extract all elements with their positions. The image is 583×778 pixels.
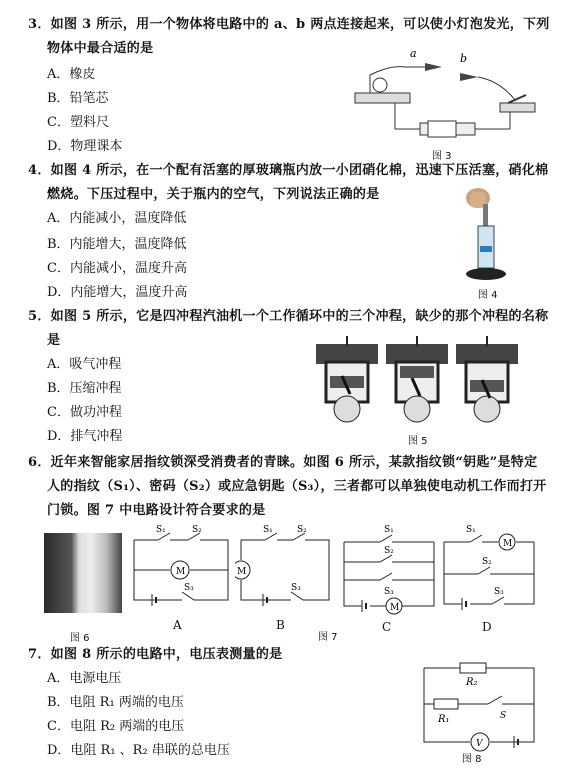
switch-label: S₁	[384, 525, 394, 535]
switch-label: S₃	[184, 583, 194, 593]
figure-5-engine-strokes	[312, 334, 527, 426]
circuit-c	[340, 522, 438, 618]
q7-stem-line1: 7．如图 8 所示的电路中，电压表测量的是	[28, 647, 283, 662]
engine-stroke-1	[316, 336, 378, 422]
circuit-b	[235, 524, 335, 614]
switch-label: S₂	[482, 557, 492, 567]
switch-label: S₃	[291, 583, 301, 593]
q3-option-c: C．塑料尺	[47, 115, 109, 130]
q3-option-b: B．铅笔芯	[47, 91, 109, 106]
q5-option-c: C．做功冲程	[47, 405, 122, 420]
figure-7-caption: 图 7	[318, 632, 338, 643]
switch-label: S₂	[192, 525, 202, 535]
figure-3-circuit	[350, 45, 540, 145]
q7-option-b: B．电阻 R₁ 两端的电压	[47, 695, 184, 710]
q7-option-a: A．电源电压	[47, 671, 122, 686]
figure-6-photo	[44, 533, 122, 613]
q6-stem-line1: 6．近年来智能家居指纹锁深受消费者的青睐。如图 6 所示，某款指纹锁“钥匙”是特定	[28, 455, 538, 470]
switch-label: S₂	[297, 525, 307, 535]
q5-option-a: A．吸气冲程	[47, 357, 122, 372]
q5-stem-line2: 是	[47, 333, 61, 348]
circuit-a-label: A	[173, 618, 182, 632]
motor-symbol: M	[176, 567, 186, 577]
label-r1: R₁	[438, 714, 450, 725]
q4-option-d: D．内能增大，温度升高	[47, 285, 188, 300]
q3-option-d: D．物理课本	[47, 139, 123, 154]
q6-stem-line3: 门锁。图 7 中电路设计符合要求的是	[47, 503, 266, 518]
switch-label: S₁	[156, 525, 166, 535]
q5-stem-line1: 5．如图 5 所示，它是四冲程汽油机一个工作循环中的三个冲程，缺少的那个冲程的名称	[28, 309, 549, 324]
switch-label: S₁	[263, 525, 273, 535]
figure-3-caption: 图 3	[432, 151, 452, 162]
q3-stem-line1: 3．如图 3 所示，用一个物体将电路中的 a、b 两点连接起来，可以使小灯泡发光，下列	[28, 17, 550, 32]
figure-8-circuit	[418, 652, 543, 762]
q7-option-d: D．电阻 R₁ 、R₂ 串联的总电压	[47, 743, 230, 758]
switch-label: S₂	[384, 546, 394, 556]
q3-stem-line2: 物体中最合适的是	[47, 41, 154, 56]
q4-stem-line2: 燃烧。下压过程中，关于瓶内的空气，下列说法正确的是	[47, 187, 380, 202]
switch-label: S₃	[384, 587, 394, 597]
circuit-d-label: D	[482, 620, 492, 634]
q3-option-a: A．橡皮	[47, 67, 96, 82]
q5-option-d: D．排气冲程	[47, 429, 123, 444]
q6-stem-line2: 人的指纹（S₁）、密码（S₂）或应急钥匙（S₃），三者都可以单独使电动机工作而打开	[47, 479, 547, 494]
q4-option-b: B．内能增大，温度降低	[47, 237, 187, 252]
voltmeter-symbol: V	[476, 739, 483, 749]
figure-8-caption: 图 8	[462, 754, 482, 765]
label-b: b	[460, 52, 468, 65]
q5-option-b: B．压缩冲程	[47, 381, 122, 396]
circuit-a	[130, 524, 232, 614]
switch-label: S₁	[466, 525, 476, 535]
figure-6-caption: 图 6	[70, 633, 90, 644]
figure-4-caption: 图 4	[478, 290, 498, 301]
engine-stroke-2	[386, 336, 448, 422]
motor-symbol: M	[237, 567, 247, 577]
q4-stem-line1: 4．如图 4 所示，在一个配有活塞的厚玻璃瓶内放一小团硝化棉，迅速下压活塞，硝化棉	[28, 163, 549, 178]
label-a: a	[410, 47, 417, 60]
motor-symbol: M	[390, 603, 400, 613]
switch-label: S₃	[494, 587, 504, 597]
engine-stroke-3	[456, 336, 518, 422]
q4-option-a: A．内能减小，温度降低	[47, 211, 187, 226]
circuit-b-label: B	[276, 618, 285, 632]
q7-option-c: C．电阻 R₂ 两端的电压	[47, 719, 185, 734]
q4-option-c: C．内能减小，温度升高	[47, 261, 187, 276]
circuit-c-label: C	[382, 620, 392, 634]
circuit-d	[440, 522, 540, 618]
label-r2: R₂	[466, 677, 478, 688]
figure-5-caption: 图 5	[408, 436, 428, 447]
label-s: S	[500, 711, 507, 721]
motor-symbol: M	[503, 539, 513, 549]
figure-4-piston-bottle	[458, 186, 518, 286]
